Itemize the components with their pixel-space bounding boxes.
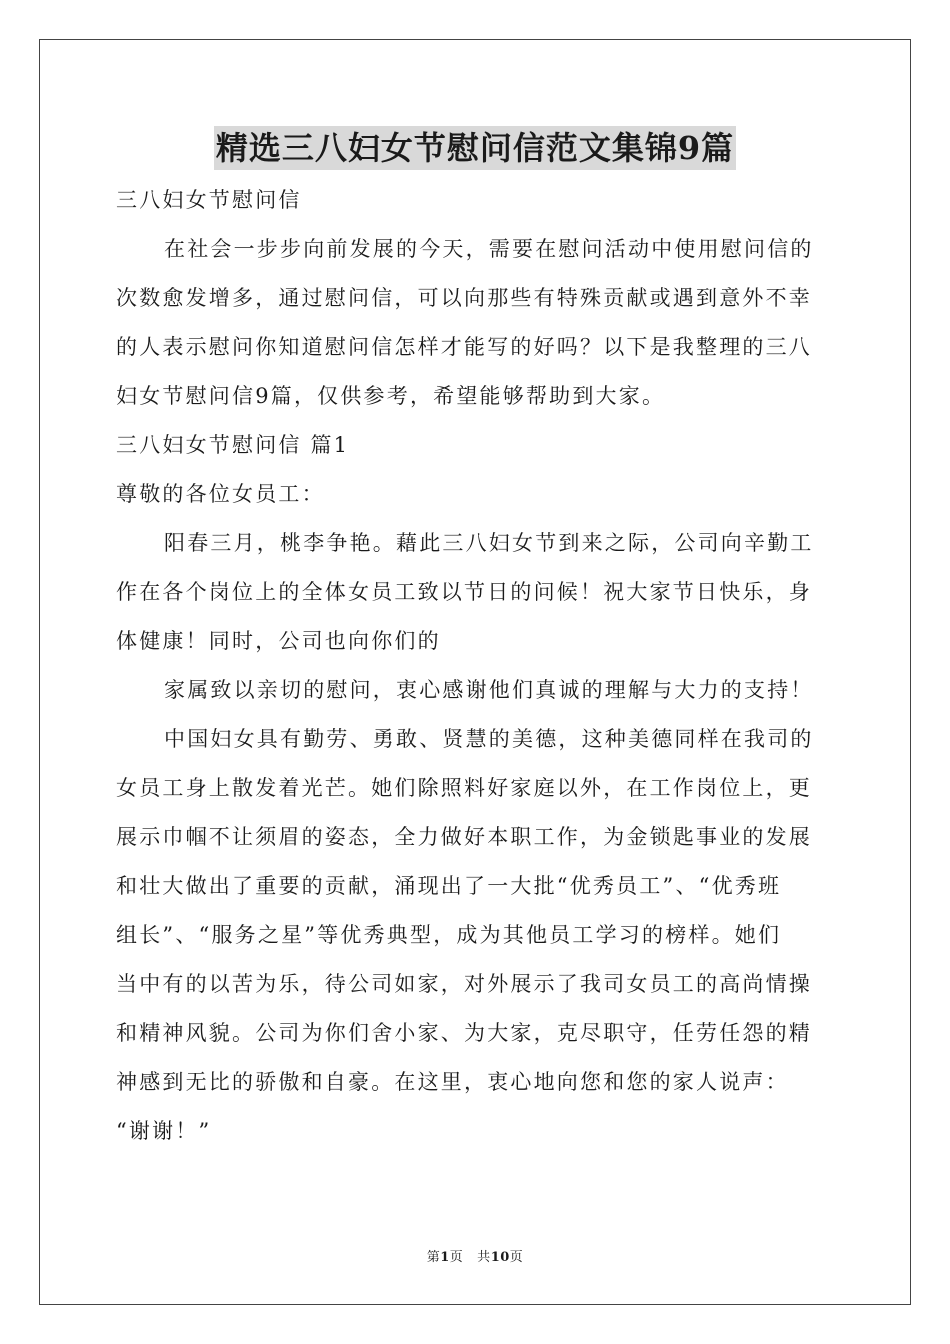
footer-page-number: 1 (440, 1250, 450, 1265)
text-line: 中国妇女具有勤劳、勇敢、贤慧的美德，这种美德同样在我司的 (164, 727, 814, 751)
text-line: 和壮大做出了重要的贡献，涌现出了一大批“优秀员工”、“优秀班 (116, 874, 782, 898)
text-line: 家属致以亲切的慰问，衷心感谢他们真诚的理解与大力的支持！ (164, 678, 814, 702)
text-line: 神感到无比的骄傲和自豪。在这里，衷心地向您和您的家人说声： (116, 1070, 789, 1094)
footer-total-suffix: 页 (509, 1250, 524, 1265)
title-container (0, 126, 950, 170)
document-body (116, 176, 834, 1156)
text-line: 次数愈发增多，通过慰问信，可以向那些有特殊贡献或遇到意外不幸 (116, 286, 812, 310)
text-line: 阳春三月，桃李争艳。藉此三八妇女节到来之际，公司向辛勤工 (164, 531, 814, 555)
text-line: 在社会一步步向前发展的今天，需要在慰问活动中使用慰问信的 (164, 237, 814, 261)
text-line: 展示巾帼不让须眉的姿态，全力做好本职工作，为金锁匙事业的发展 (116, 825, 812, 849)
text-line: 体健康！同时，公司也向你们的 (116, 629, 441, 653)
text-line: 作在各个岗位上的全体女员工致以节日的问候！祝大家节日快乐，身 (116, 580, 812, 604)
text-line: 三八妇女节慰问信 篇1 (116, 433, 350, 457)
text-line: 组长”、“服务之星”等优秀典型，成为其他员工学习的榜样。她们 (116, 923, 782, 947)
document-title: 精选三八妇女节慰问信范文集锦9篇 (214, 126, 736, 170)
text-line: 三八妇女节慰问信 (116, 188, 302, 212)
footer-total-prefix: 共 (477, 1250, 491, 1265)
text-line: 女员工身上散发着光芒。她们除照料好家庭以外，在工作岗位上，更 (116, 776, 812, 800)
text-line: 妇女节慰问信9篇，仅供参考，希望能够帮助到大家。 (116, 384, 666, 408)
text-line: “谢谢！” (116, 1119, 212, 1143)
footer-page-prefix: 第 (426, 1250, 441, 1265)
text-line: 的人表示慰问你知道慰问信怎样才能写的好吗？以下是我整理的三八 (116, 335, 812, 359)
footer-page-suffix: 页 (449, 1250, 464, 1265)
footer-total-pages: 10 (490, 1250, 510, 1265)
text-line: 尊敬的各位女员工： (116, 482, 325, 506)
text-line: 和精神风貌。公司为你们舍小家、为大家，克尽职守，任劳任怨的精 (116, 1021, 812, 1045)
page-footer (0, 1246, 950, 1265)
text-line: 当中有的以苦为乐，待公司如家，对外展示了我司女员工的高尚情操 (116, 972, 812, 996)
